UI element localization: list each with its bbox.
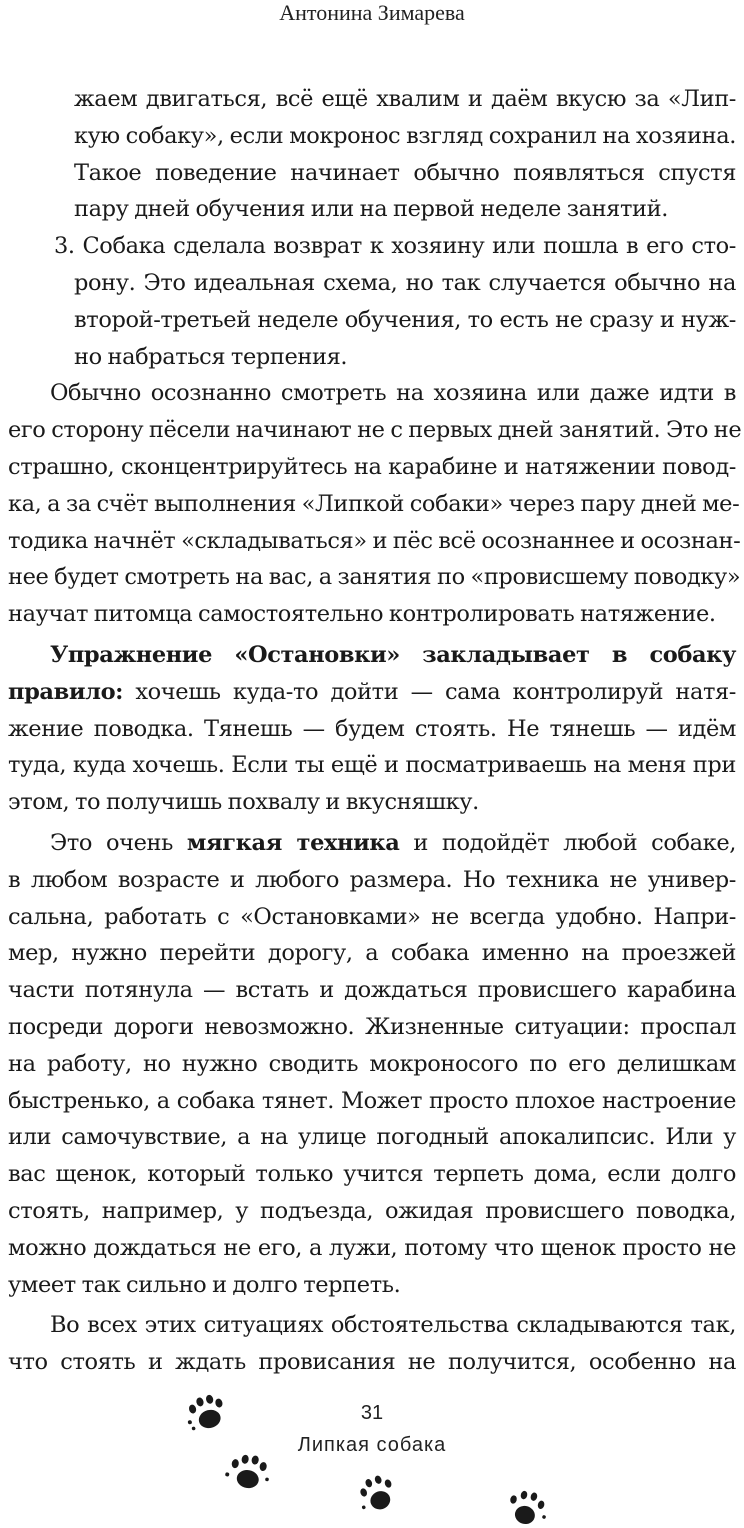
bold-phrase: мягкая техника bbox=[186, 829, 400, 856]
text-line: Во всех этих ситуациях обстоятельства складываются так, bbox=[50, 1312, 736, 1339]
text-line: сальна, работать с «Остановками» не всегда удобно. Напри- bbox=[8, 903, 736, 930]
paw-print-icon bbox=[180, 1392, 230, 1434]
text-line bbox=[8, 674, 736, 711]
text-line: пару дней обучения или на первой неделе занятий. bbox=[74, 196, 668, 223]
text-line: ка, а за счёт выполнения «Липкой собаки» через пару дней ме- bbox=[8, 490, 740, 517]
text-line: второй-третьей неделе обучения, то есть не сразу и нуж- bbox=[74, 306, 736, 333]
text-line: стоять, например, у подъезда, ожидая провисшего поводка, bbox=[8, 1197, 736, 1224]
text-line: можно дождаться не его, а лужи, потому что щенок просто не bbox=[8, 1234, 736, 1261]
text-line: на работу, но нужно сводить мокроносого по его делишкам bbox=[8, 1050, 736, 1077]
text-line: кую собаку», если мокронос взгляд сохранил на хозяина. bbox=[74, 122, 736, 149]
paw-print-icon bbox=[500, 1486, 552, 1528]
text-fragment: хочешь куда-то дойти — сама контролируй натя- bbox=[123, 678, 736, 705]
paw-print-icon bbox=[222, 1450, 274, 1494]
text-line bbox=[8, 637, 736, 674]
text-line: вас щенок, который только учится терпеть дома, если долго bbox=[8, 1161, 736, 1188]
page-number: 31 bbox=[360, 1402, 384, 1424]
text-line: Такое поведение начинает обычно появляться спустя bbox=[74, 159, 736, 186]
text-line: его сторону пёсели начинают не с первых дней занятий. Это не bbox=[8, 417, 742, 444]
bold-phrase: правило: bbox=[8, 678, 124, 705]
text-fragment: и подойдёт любой собаке, bbox=[399, 829, 736, 856]
text-line: что стоять и ждать провисания не получится, особенно на bbox=[8, 1349, 736, 1376]
text-line: страшно, сконцентрируйтесь на карабине и натяжении повод- bbox=[8, 453, 736, 480]
text-line: в любом возрасте и любого размера. Но техника не универ- bbox=[8, 866, 736, 893]
text-line: посреди дороги невозможно. Жизненные ситуации: проспал bbox=[8, 1013, 736, 1040]
text-line: умеет так сильно и долго терпеть. bbox=[8, 1271, 401, 1298]
bold-phrase: Упражнение «Остановки» закладывает в собаку bbox=[50, 641, 736, 668]
paw-print-icon bbox=[354, 1472, 400, 1516]
text-line: быстренько, а собака тянет. Может просто плохое настроение bbox=[8, 1087, 736, 1114]
text-line: части потянула — встать и дождаться провисшего карабина bbox=[8, 977, 736, 1004]
book-title: Липкая собака bbox=[297, 1434, 447, 1456]
text-line: туда, куда хочешь. Если ты ещё и посматриваешь на меня при bbox=[8, 752, 736, 779]
text-fragment: Это очень bbox=[50, 829, 187, 856]
text-line: рону. Это идеальная схема, но так случается обычно на bbox=[74, 269, 736, 296]
text-line: 3. Собака сделала возврат к хозяину или пошла в его сто- bbox=[54, 233, 736, 260]
text-line: этом, то получишь похвалу и вкусняшку. bbox=[8, 789, 479, 816]
text-line: тодика начнёт «складываться» и пёс всё осознаннее и осознан- bbox=[8, 527, 741, 554]
text-line: жение поводка. Тянешь — будем стоять. Не тянешь — идём bbox=[8, 715, 736, 742]
text-line: нее будет смотреть на вас, а занятия по «провисшему поводку» bbox=[8, 564, 741, 591]
page-body bbox=[8, 81, 742, 1381]
text-line bbox=[8, 825, 736, 862]
text-line: Обычно осознанно смотреть на хозяина или даже идти в bbox=[50, 380, 736, 407]
text-line: но набраться терпения. bbox=[74, 343, 348, 370]
text-line: мер, нужно перейти дорогу, а собака именно на проезжей bbox=[8, 940, 736, 967]
text-line: или самочувствие, а на улице погодный апокалипсис. Или у bbox=[8, 1124, 736, 1151]
running-head-author: Антонина Зимарева bbox=[279, 0, 465, 25]
text-line: жаем двигаться, всё ещё хвалим и даём вкусю за «Лип- bbox=[74, 86, 736, 112]
text-line: научат питомца самостоятельно контролировать натяжение. bbox=[8, 601, 716, 628]
